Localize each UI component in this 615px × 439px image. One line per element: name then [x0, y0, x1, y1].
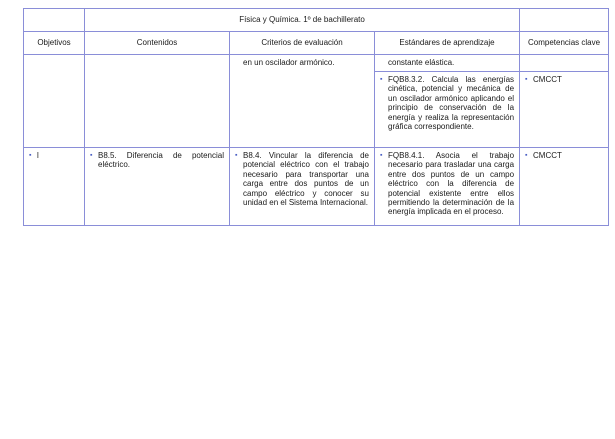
criterio-cell-continuation	[230, 55, 375, 148]
objetivo-cell-b	[24, 148, 85, 226]
criterio-b-text: ▪ B8.4. Vincular la diferencia de potencial eléctrico con el trabajo necesario para transportar una carga entre dos puntos de un campo eléctrico y conocer su unidad en el Sistema Internacional.	[235, 151, 369, 207]
header-objetivos: Objetivos	[24, 32, 85, 55]
estandar-cell-b	[375, 148, 520, 226]
estandar-b-text: ▪ FQB8.4.1. Asocia el trabajo necesario para trasladar una carga entre dos puntos de un campo eléctrico con la diferencia de potencial existente entre ellos permitiendo la determinación de la energía implicada en el proceso.	[380, 151, 514, 217]
competencia-cell-a	[520, 72, 609, 148]
objetivo-b-text: ▪ l	[29, 151, 79, 160]
curriculum-table	[23, 8, 609, 226]
contenido-cell-b	[85, 148, 230, 226]
criterio-continuation-text: en un oscilador armónico.	[243, 58, 335, 67]
competencia-cell-b	[520, 148, 609, 226]
contenido-b-text: ▪ B8.5. Diferencia de potencial eléctrico.	[90, 151, 224, 170]
competencia-a-text: ▪ CMCCT	[525, 75, 603, 84]
header-competencias: Competencias clave	[520, 32, 609, 55]
estandar-fqb832-text: ▪ FQB8.3.2. Calcula las energías cinética, potencial y mecánica de un oscilador armónico aplicando el principio de conservación de la energía y realiza la representación gráfica correspondiente.	[380, 75, 514, 131]
header-contenidos: Contenidos	[85, 32, 230, 55]
estandar-continuation-text: constante elástica.	[388, 58, 455, 67]
estandar-cell-fqb832	[375, 72, 520, 148]
competencia-b-text: ▪ CMCCT	[525, 151, 603, 160]
empty-corner-cell	[24, 9, 85, 32]
table-title: Física y Química. 1º de bachillerato	[85, 9, 520, 32]
header-estandares: Estándares de aprendizaje	[375, 32, 520, 55]
estandar-cell-continuation	[375, 55, 520, 72]
contenido-cell-empty	[85, 55, 230, 148]
empty-corner-cell-right	[520, 9, 609, 32]
header-criterios: Criterios de evaluación	[230, 32, 375, 55]
competencia-cell-empty	[520, 55, 609, 72]
criterio-cell-b	[230, 148, 375, 226]
objetivo-cell-empty	[24, 55, 85, 148]
